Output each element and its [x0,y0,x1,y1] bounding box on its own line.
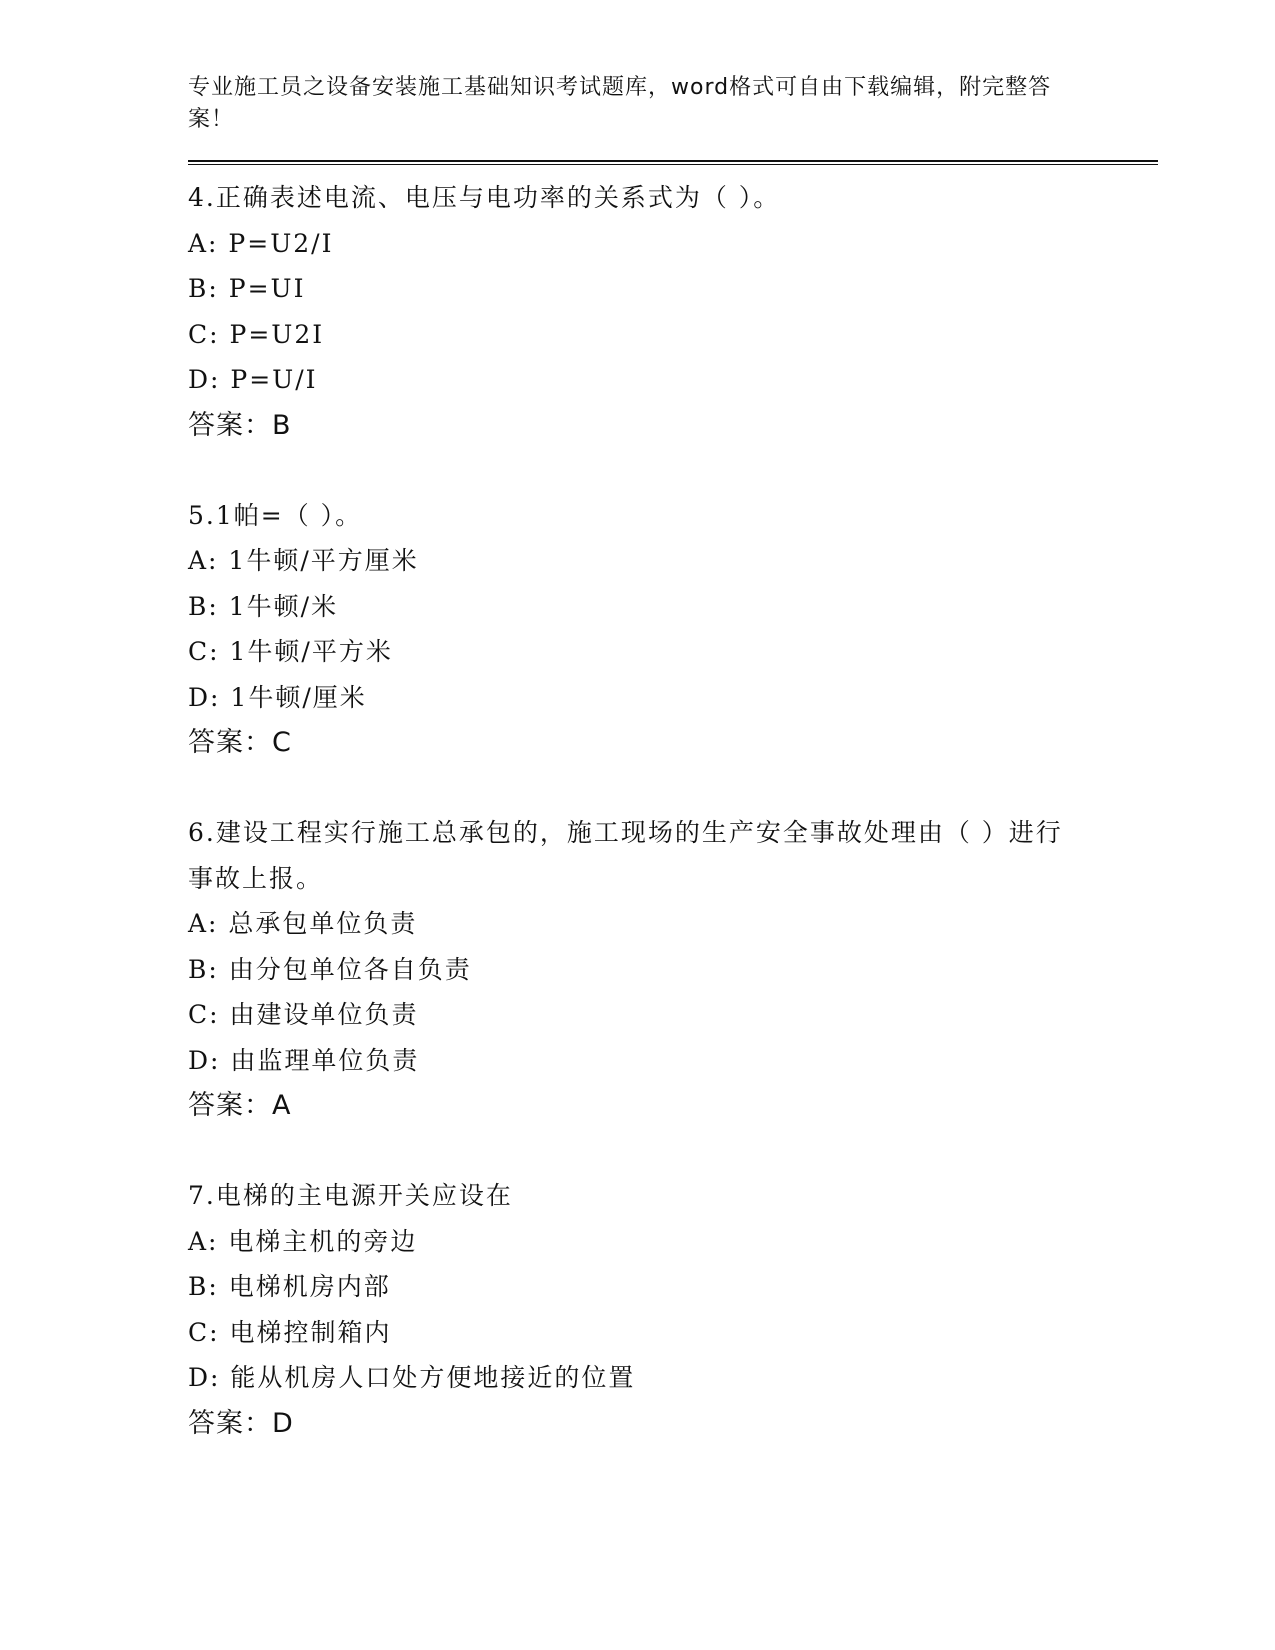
question-7 [188,1173,1158,1446]
option-a: A: 总承包单位负责 [188,909,418,938]
question-list [188,175,1158,1446]
document-header: 专业施工员之设备安装施工基础知识考试题库，word格式可自由下载编辑，附完整答案！ [188,75,1052,132]
option-a: A: 电梯主机的旁边 [188,1226,418,1256]
question-6 [188,810,1158,1128]
option-d: D: P=U/I [188,365,318,394]
option-c: C: 电梯控制箱内 [188,1317,392,1347]
document-page [188,72,1158,1491]
option-a: A: 1牛顿/平方厘米 [188,546,419,575]
question-5 [188,493,1158,766]
question-stem: 5.1帕=（ ）。 [188,500,363,530]
answer-line: 答案：D [188,1407,294,1439]
option-b: B: P=UI [188,274,306,303]
question-4 [188,175,1158,448]
option-b: B: 1牛顿/米 [188,591,339,621]
answer-line: 答案：B [188,409,292,441]
option-d: D: 能从机房人口处方便地接近的位置 [188,1363,636,1392]
question-stem: 7.电梯的主电源开关应设在 [188,1181,513,1210]
option-b: B: 由分包单位各自负责 [188,954,472,984]
option-c: C: 由建设单位负责 [188,1000,419,1029]
answer-line: 答案：A [188,1090,292,1121]
option-d: D: 1牛顿/厘米 [188,682,367,712]
answer-line: 答案：C [188,727,292,758]
header-divider [188,160,1158,165]
question-stem: 4.正确表述电流、电压与电功率的关系式为（ ）。 [188,183,781,212]
option-b: B: 电梯机房内部 [188,1272,391,1301]
question-stem: 6.建设工程实行施工总承包的，施工现场的生产安全事故处理由（ ）进行事故上报。 [188,818,1063,893]
option-c: C: P=U2I [188,319,325,349]
option-d: D: 由监理单位负责 [188,1045,420,1075]
option-c: C: 1牛顿/平方米 [188,637,393,666]
option-a: A: P=U2/I [188,228,334,258]
